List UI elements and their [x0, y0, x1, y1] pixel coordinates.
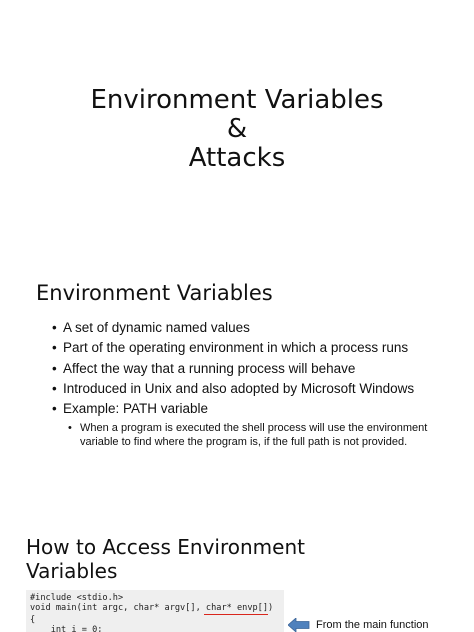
access-env-slide — [0, 502, 474, 632]
annotation-note: From the main function — [316, 619, 429, 631]
sub-bullet-list — [63, 421, 452, 449]
slide-heading — [26, 535, 446, 583]
title-line-3: Attacks — [188, 143, 286, 173]
environment-variables-slide — [0, 240, 474, 502]
bullet-text: Example: PATH variable — [63, 401, 209, 417]
bullet-list — [52, 318, 452, 449]
title-line-2: & — [226, 114, 248, 144]
title-line-1: Environment Variables — [90, 85, 384, 115]
code-snippet — [26, 590, 284, 632]
highlight-underline — [204, 614, 268, 615]
code-highlight: char* envp[] — [205, 603, 269, 613]
heading-line-1: How to Access Environment — [26, 535, 305, 559]
code-line-1: #include <stdio.h> — [30, 593, 124, 603]
bullet-item: • Affect the way that a running process will behave — [52, 359, 452, 379]
code-line-2 — [30, 603, 273, 613]
bullet-item: • Part of the operating environment in which a process runs — [52, 338, 452, 358]
left-arrow-icon — [288, 618, 310, 632]
bullet-item-with-sub — [52, 399, 452, 449]
code-suffix: ) — [268, 603, 274, 613]
code-line-3: { — [30, 615, 36, 625]
bullet-item: • Introduced in Unix and also adopted by Microsoft Windows — [52, 379, 452, 399]
code-line-4: int i = 0; — [30, 625, 103, 632]
heading-line-2: Variables — [26, 559, 118, 583]
title-slide — [0, 0, 474, 240]
sub-bullet-item: • When a program is executed the shell process will use the environment variable to find where the program is, if the full path is not provided. — [63, 421, 440, 449]
slide-heading: Environment Variables — [36, 281, 273, 305]
bullet-item: • A set of dynamic named values — [52, 318, 452, 338]
slide-title — [0, 86, 474, 173]
code-prefix: void main(int argc, char* argv[], — [30, 603, 206, 613]
